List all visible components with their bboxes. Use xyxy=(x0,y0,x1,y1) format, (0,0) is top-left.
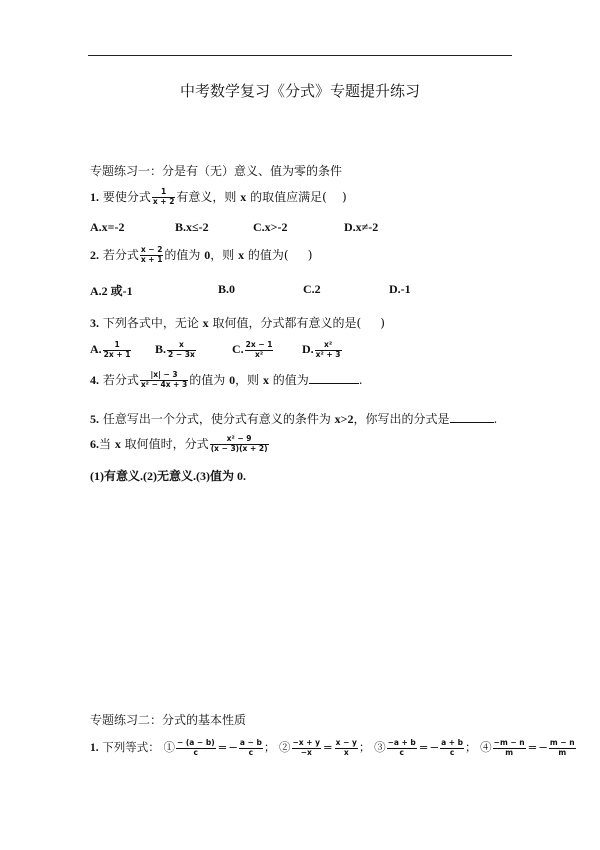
fraction: $\frac{x - 2}{x + 1}$ xyxy=(140,245,163,264)
question-5: 5. 任意写出一个分式，使分式有意义的条件为 x>2，你写出的分式是 . xyxy=(90,412,498,426)
header-rule xyxy=(88,55,512,56)
section2-question-1: 1. 下列等式： ① $\frac{- (a - b)}{c}$ =− $\frac{a - b}{c}$ ； ② $\frac{-x + y}{-x}$ = $\frac{x - y}{x}$ ； ③ $\frac{-a + b}{c}$ =− $\frac{a + b}{c}$ ； ④ $\frac{-m - n}{m}$ =− $\frac{m - n}{m}$ xyxy=(90,738,575,757)
question-6-parts: (1)有意义.(2)无意义.(3)值为 0. xyxy=(90,469,246,483)
fraction: $\frac{\text{x² − 9}}{(x - 3)(x + 2)}$ xyxy=(210,434,268,453)
page-title: 中考数学复习《分式》专题提升练习 xyxy=(179,82,420,100)
option-a: A.x=-2 xyxy=(90,220,125,234)
equation-3: ③ $\frac{-a + b}{c}$ =− $\frac{a + b}{c}$ ； xyxy=(374,738,477,757)
question-4: 4. 若分式 $\frac{|x| - 3}{\text{x² − 4x + 3}}$ 的值为 0，则 x 的值为 . xyxy=(90,370,363,389)
equation-4: ④ $\frac{-m - n}{m}$ =− $\frac{m - n}{m}$ xyxy=(480,738,575,757)
option-c: C.2 xyxy=(303,282,321,296)
option-b: B. $\frac{x}{2 - 3x}$ xyxy=(155,340,195,359)
option-c: C.x>-2 xyxy=(253,220,288,234)
option-d: D. $\frac{\text{x²}}{\text{x² + 3}}$ xyxy=(302,340,341,359)
fraction: $\frac{|x| - 3}{\text{x² − 4x + 3}}$ xyxy=(140,370,188,389)
question-6: 6.当 x 取何值时，分式 $\frac{\text{x² − 9}}{(x - 3)(x + 2)}$ xyxy=(90,434,268,453)
option-b: B.0 xyxy=(218,282,236,296)
equation-1: ① $\frac{- (a - b)}{c}$ =− $\frac{a - b}{c}$ ； xyxy=(163,738,276,757)
question-1: 1. 要使分式 $\frac{1}{x + 2}$ 有意义，则 x 的取值应满足( ) xyxy=(90,187,347,206)
answer-blank xyxy=(309,373,359,384)
question-3: 3. 下列各式中，无论 x 取何值，分式都有意义的是( ) xyxy=(90,316,385,330)
option-d: D.-1 xyxy=(389,282,411,296)
option-b: B.x≤-2 xyxy=(175,220,209,234)
section2-heading: 专题练习二：分式的基本性质 xyxy=(90,713,247,727)
answer-blank xyxy=(450,412,494,423)
option-d: D.x≠-2 xyxy=(344,220,379,234)
option-c: C. $\frac{2x - 1}{\text{x²}}$ xyxy=(232,340,273,359)
section1-heading: 专题练习一：分是有（无）意义、值为零的条件 xyxy=(90,164,343,178)
option-a: A.2 或-1 xyxy=(90,284,133,298)
fraction: $\frac{1}{x + 2}$ xyxy=(152,187,175,206)
equation-2: ② $\frac{-x + y}{-x}$ = $\frac{x - y}{x}$ ； xyxy=(279,738,371,757)
option-a: A. $\frac{1}{2x + 1}$ xyxy=(90,340,131,359)
question-2: 2. 若分式 $\frac{x - 2}{x + 1}$ 的值为 0，则 x 的值为( ) xyxy=(90,245,313,264)
